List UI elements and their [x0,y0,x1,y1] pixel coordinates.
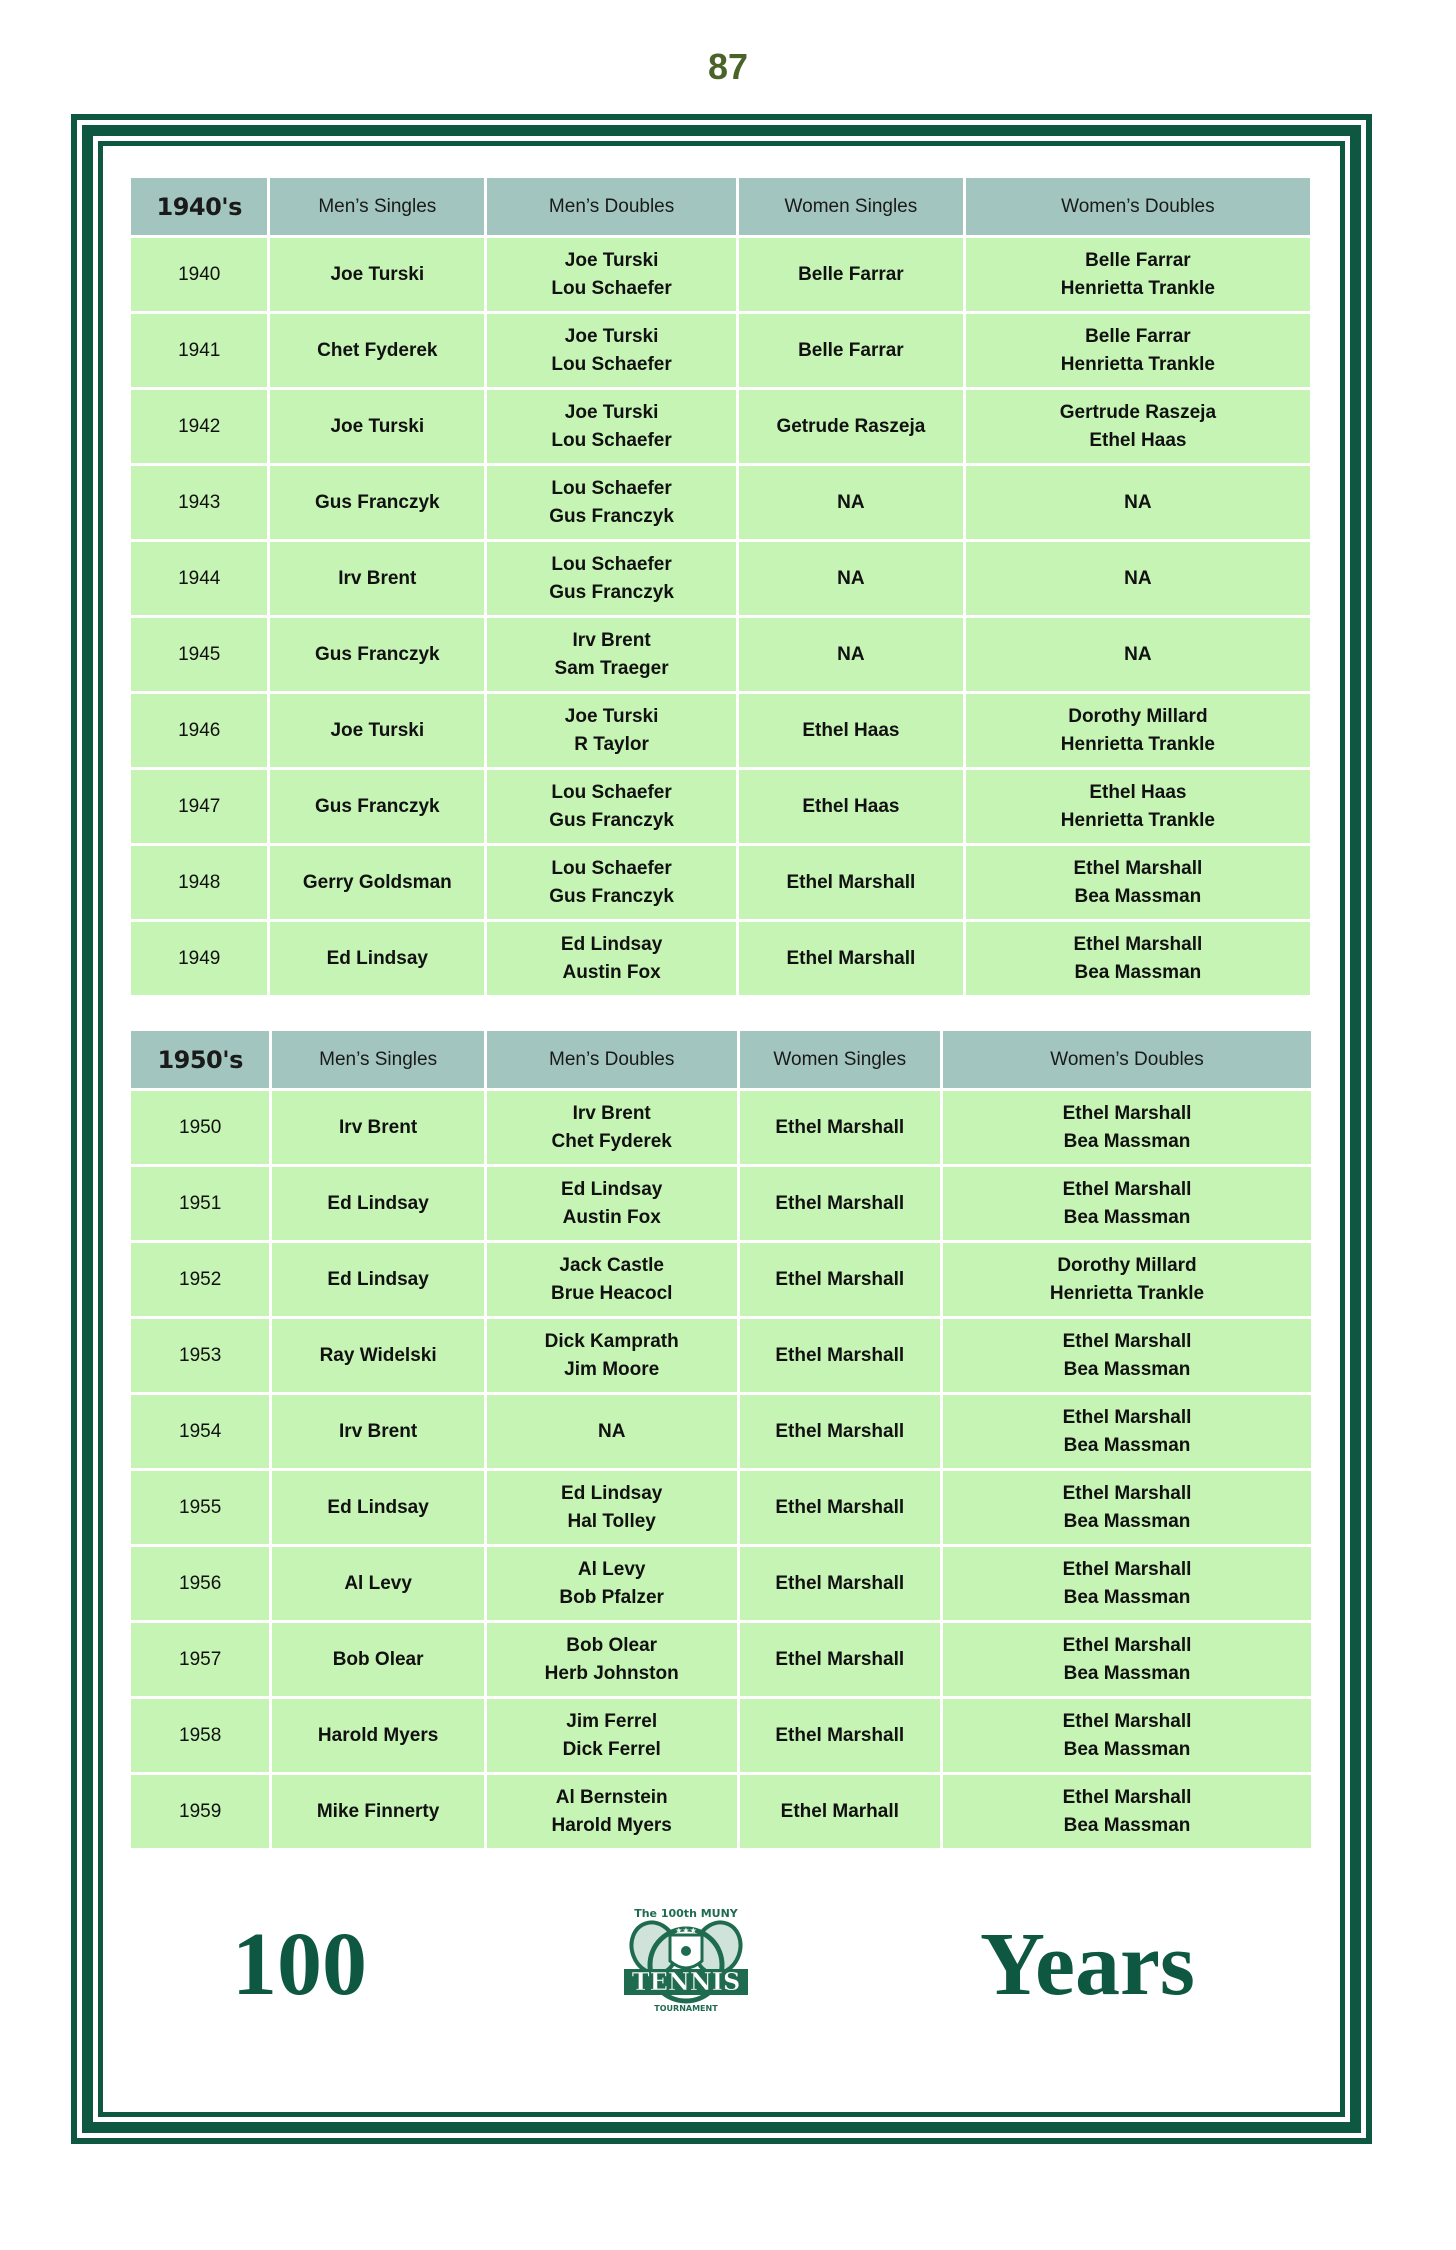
cell-womens-doubles [966,466,1310,539]
cell-year: 1949 [131,922,267,995]
table-row [131,466,1310,539]
table-row [131,846,1310,919]
page-number: 87 [707,46,749,87]
table-header-row [131,1031,1311,1088]
cell-mens-doubles [487,1699,737,1772]
player-name: Lou Schaefer [551,353,672,375]
player-name: Henrietta Trankle [1060,277,1215,299]
player-name: Brue Heacocl [550,1282,673,1304]
player-name: Bea Massman [1074,885,1202,907]
player-name: Chet Fyderek [551,1130,672,1152]
cell-year: 1947 [131,770,267,843]
cell-mens-singles: Irv Brent [272,1395,484,1468]
table-row [131,770,1310,843]
table-row [131,1699,1311,1772]
player-name: Ethel Haas [1089,781,1187,803]
table-row [131,390,1310,463]
cell-mens-doubles [487,922,736,995]
logo-main-text: TENNIS [631,1967,741,1996]
player-name: Bea Massman [1063,1814,1191,1836]
player-name: Henrietta Trankle [1049,1282,1205,1304]
cell-mens-doubles [487,694,736,767]
cell-women-singles: NA [739,542,963,615]
cell-year: 1956 [131,1547,269,1620]
cell-women-singles: NA [739,466,963,539]
player-name: Ethel Marshall [1062,1102,1192,1124]
cell-women-singles: Ethel Marhall [740,1775,941,1848]
player-name: Gus Franczyk [549,809,674,831]
cell-mens-doubles [487,1091,737,1164]
cell-mens-singles: Irv Brent [270,542,484,615]
player-name: Ethel Haas [1089,429,1187,451]
player-name: Gus Franczyk [549,581,674,603]
cell-womens-doubles [943,1167,1311,1240]
cell-mens-doubles [487,1167,737,1240]
column-header-womens-doubles: Women’s Doubles [943,1031,1311,1088]
player-name: Sam Traeger [554,657,669,679]
cell-mens-doubles [487,770,736,843]
table-row [131,618,1310,691]
player-name: Austin Fox [562,1206,661,1228]
cell-year: 1957 [131,1623,269,1696]
player-name: Joe Turski [564,325,659,347]
player-name: Irv Brent [572,629,651,651]
cell-year: 1945 [131,618,267,691]
player-name: Dick Ferrel [562,1738,661,1760]
player-name: Belle Farrar [1085,325,1191,347]
player-name: Ethel Marshall [1062,1406,1192,1428]
table-row [131,238,1310,311]
cell-mens-singles: Ray Widelski [272,1319,484,1392]
player-name: Bea Massman [1063,1358,1191,1380]
cell-womens-doubles [966,846,1310,919]
player-name: Gus Franczyk [549,885,674,907]
table-body [131,1091,1311,1848]
column-header-mens-singles: Men’s Singles [270,178,484,235]
cell-women-singles: Ethel Haas [739,694,963,767]
cell-women-singles: Ethel Marshall [740,1699,941,1772]
cell-year: 1942 [131,390,267,463]
cell-mens-singles: Harold Myers [272,1699,484,1772]
player-name: Lou Schaefer [551,553,672,575]
cell-mens-doubles [487,618,736,691]
player-name: Gertrude Raszeja [1059,401,1217,423]
player-name: Joe Turski [564,705,659,727]
cell-mens-singles: Ed Lindsay [272,1243,484,1316]
column-header-mens-doubles: Men’s Doubles [487,178,736,235]
table-row [131,1091,1311,1164]
cell-women-singles: Ethel Marshall [740,1395,941,1468]
cell-womens-doubles [943,1775,1311,1848]
player-name: Ethel Marshall [1062,1330,1192,1352]
table-row [131,1547,1311,1620]
player-name: Al Bernstein [555,1786,668,1808]
cell-womens-doubles [943,1091,1311,1164]
cell-year: 1944 [131,542,267,615]
table-row [131,1319,1311,1392]
column-header-mens-singles: Men’s Singles [272,1031,484,1088]
logo-top-text: The 100th MUNY [634,1907,738,1920]
player-name: Henrietta Trankle [1060,733,1215,755]
cell-mens-singles: Gus Franczyk [270,466,484,539]
cell-year: 1955 [131,1471,269,1544]
logo-bottom-text: TOURNAMENT [654,2004,718,2013]
results-table-1950s [128,1028,1314,1851]
player-name: Ed Lindsay [561,1178,663,1200]
cell-womens-doubles [966,922,1310,995]
player-name: Jim Ferrel [566,1710,658,1732]
cell-mens-singles: Mike Finnerty [272,1775,484,1848]
cell-womens-doubles [966,314,1310,387]
player-name: Joe Turski [564,401,659,423]
player-name: Dick Kamprath [544,1330,679,1352]
cell-women-singles: Belle Farrar [739,314,963,387]
player-name: Jack Castle [559,1254,664,1276]
table-row [131,1243,1311,1316]
player-name: Bea Massman [1063,1662,1191,1684]
player-name: Bob Pfalzer [559,1586,664,1608]
player-name: Harold Myers [551,1814,672,1836]
player-name: Joe Turski [564,249,659,271]
table-row [131,542,1310,615]
cell-mens-singles: Ed Lindsay [272,1167,484,1240]
cell-mens-singles: Joe Turski [270,694,484,767]
cell-year: 1941 [131,314,267,387]
svg-text:★★★: ★★★ [675,1926,697,1935]
cell-year: 1953 [131,1319,269,1392]
cell-mens-singles: Joe Turski [270,390,484,463]
cell-womens-doubles [966,770,1310,843]
table-row [131,1167,1311,1240]
player-name: Irv Brent [572,1102,651,1124]
table-row [131,1623,1311,1696]
cell-women-singles: Ethel Marshall [740,1623,941,1696]
table-row [131,1395,1311,1468]
player-name: Austin Fox [562,961,661,983]
cell-womens-doubles [943,1623,1311,1696]
table-body [131,238,1310,995]
cell-mens-doubles [487,1319,737,1392]
cell-mens-singles: Chet Fyderek [270,314,484,387]
table-row [131,1775,1311,1848]
decade-header: 1950's [131,1031,269,1088]
cell-womens-doubles [943,1547,1311,1620]
player-name: Herb Johnston [544,1662,679,1684]
cell-year: 1952 [131,1243,269,1316]
column-header-women-singles: Women Singles [739,178,963,235]
cell-women-singles: Ethel Marshall [740,1547,941,1620]
cell-year: 1946 [131,694,267,767]
player-name: Al Levy [577,1558,646,1580]
cell-women-singles: Ethel Marshall [740,1167,941,1240]
cell-mens-doubles [487,1471,737,1544]
cell-mens-doubles [487,466,736,539]
player-name: Ethel Marshall [1073,933,1203,955]
cell-womens-doubles [943,1243,1311,1316]
cell-womens-doubles [943,1395,1311,1468]
cell-women-singles: Ethel Marshall [740,1471,941,1544]
player-name: Bea Massman [1063,1586,1191,1608]
player-name: Ethel Marshall [1062,1482,1192,1504]
column-header-women-singles: Women Singles [740,1031,941,1088]
cell-mens-singles: Irv Brent [272,1091,484,1164]
cell-mens-doubles [487,846,736,919]
column-header-womens-doubles: Women’s Doubles [966,178,1310,235]
player-name: Lou Schaefer [551,781,672,803]
player-name: Bea Massman [1063,1510,1191,1532]
player-name: Bea Massman [1063,1206,1191,1228]
cell-mens-doubles [487,542,736,615]
player-name: Ed Lindsay [560,933,663,955]
cell-womens-doubles [966,694,1310,767]
cell-year: 1950 [131,1091,269,1164]
tennis-tournament-logo [612,1903,760,2028]
player-name: Lou Schaefer [551,429,672,451]
cell-women-singles: Ethel Marshall [740,1091,941,1164]
cell-womens-doubles [966,238,1310,311]
player-name: Ethel Marshall [1062,1178,1192,1200]
player-name: Ethel Marshall [1062,1558,1192,1580]
player-name: Bea Massman [1063,1434,1191,1456]
footer-years-text: Years [980,1915,1195,2014]
player-name: Bob Olear [566,1634,658,1656]
cell-women-singles: Belle Farrar [739,238,963,311]
cell-mens-doubles [487,1547,737,1620]
column-header-mens-doubles: Men’s Doubles [487,1031,737,1088]
cell-womens-doubles [966,618,1310,691]
cell-women-singles: Ethel Marshall [739,846,963,919]
cell-womens-doubles [943,1699,1311,1772]
player-name: Hal Tolley [567,1510,656,1532]
cell-year: 1940 [131,238,267,311]
results-table-1940s [128,175,1313,998]
player-name: Jim Moore [564,1358,660,1380]
cell-year: 1951 [131,1167,269,1240]
player-name: Ed Lindsay [561,1482,663,1504]
cell-womens-doubles [966,542,1310,615]
cell-mens-doubles [487,1623,737,1696]
cell-womens-doubles [943,1471,1311,1544]
player-name: Dorothy Millard [1057,1254,1197,1276]
player-name: Dorothy Millard [1068,705,1208,727]
player-name: Ethel Marshall [1062,1710,1192,1732]
cell-year: 1943 [131,466,267,539]
cell-mens-doubles [487,1775,737,1848]
cell-mens-doubles [487,1243,737,1316]
player-name: Ethel Marshall [1073,857,1203,879]
player-name: Bea Massman [1063,1738,1191,1760]
player-name: NA [1124,643,1152,665]
cell-mens-doubles [487,314,736,387]
cell-womens-doubles [943,1319,1311,1392]
decade-header: 1940's [131,178,267,235]
cell-year: 1948 [131,846,267,919]
player-name: Bea Massman [1063,1130,1191,1152]
player-name: Ethel Marshall [1062,1634,1192,1656]
player-name: Lou Schaefer [551,477,672,499]
cell-year: 1959 [131,1775,269,1848]
cell-mens-singles: Ed Lindsay [272,1471,484,1544]
cell-women-singles: Ethel Marshall [740,1319,941,1392]
table-row [131,694,1310,767]
player-name: Bea Massman [1074,961,1202,983]
cell-year: 1954 [131,1395,269,1468]
cell-women-singles: Getrude Raszeja [739,390,963,463]
player-name: Ethel Marshall [1062,1786,1192,1808]
player-name: NA [1124,491,1152,513]
cell-mens-doubles [487,390,736,463]
cell-women-singles: NA [739,618,963,691]
cell-mens-singles: Gus Franczyk [270,770,484,843]
player-name: NA [1124,567,1152,589]
player-name: Belle Farrar [1085,249,1191,271]
player-name: Gus Franczyk [549,505,674,527]
cell-women-singles: Ethel Marshall [740,1243,941,1316]
table-row [131,314,1310,387]
cell-mens-singles: Ed Lindsay [270,922,484,995]
table-row [131,1471,1311,1544]
cell-women-singles: Ethel Haas [739,770,963,843]
player-name: NA [597,1420,626,1442]
cell-mens-singles: Gerry Goldsman [270,846,484,919]
cell-mens-singles: Gus Franczyk [270,618,484,691]
footer-100-text: 100 [232,1915,367,2014]
player-name: Henrietta Trankle [1060,353,1215,375]
player-name: R Taylor [574,733,649,755]
table-header-row [131,178,1310,235]
cell-mens-doubles [487,238,736,311]
cell-mens-singles: Bob Olear [272,1623,484,1696]
cell-mens-doubles [487,1395,737,1468]
table-row [131,922,1310,995]
player-name: Henrietta Trankle [1060,809,1215,831]
cell-women-singles: Ethel Marshall [739,922,963,995]
cell-mens-singles: Al Levy [272,1547,484,1620]
cell-mens-singles: Joe Turski [270,238,484,311]
player-name: Lou Schaefer [551,857,672,879]
cell-year: 1958 [131,1699,269,1772]
cell-womens-doubles [966,390,1310,463]
player-name: Lou Schaefer [551,277,672,299]
